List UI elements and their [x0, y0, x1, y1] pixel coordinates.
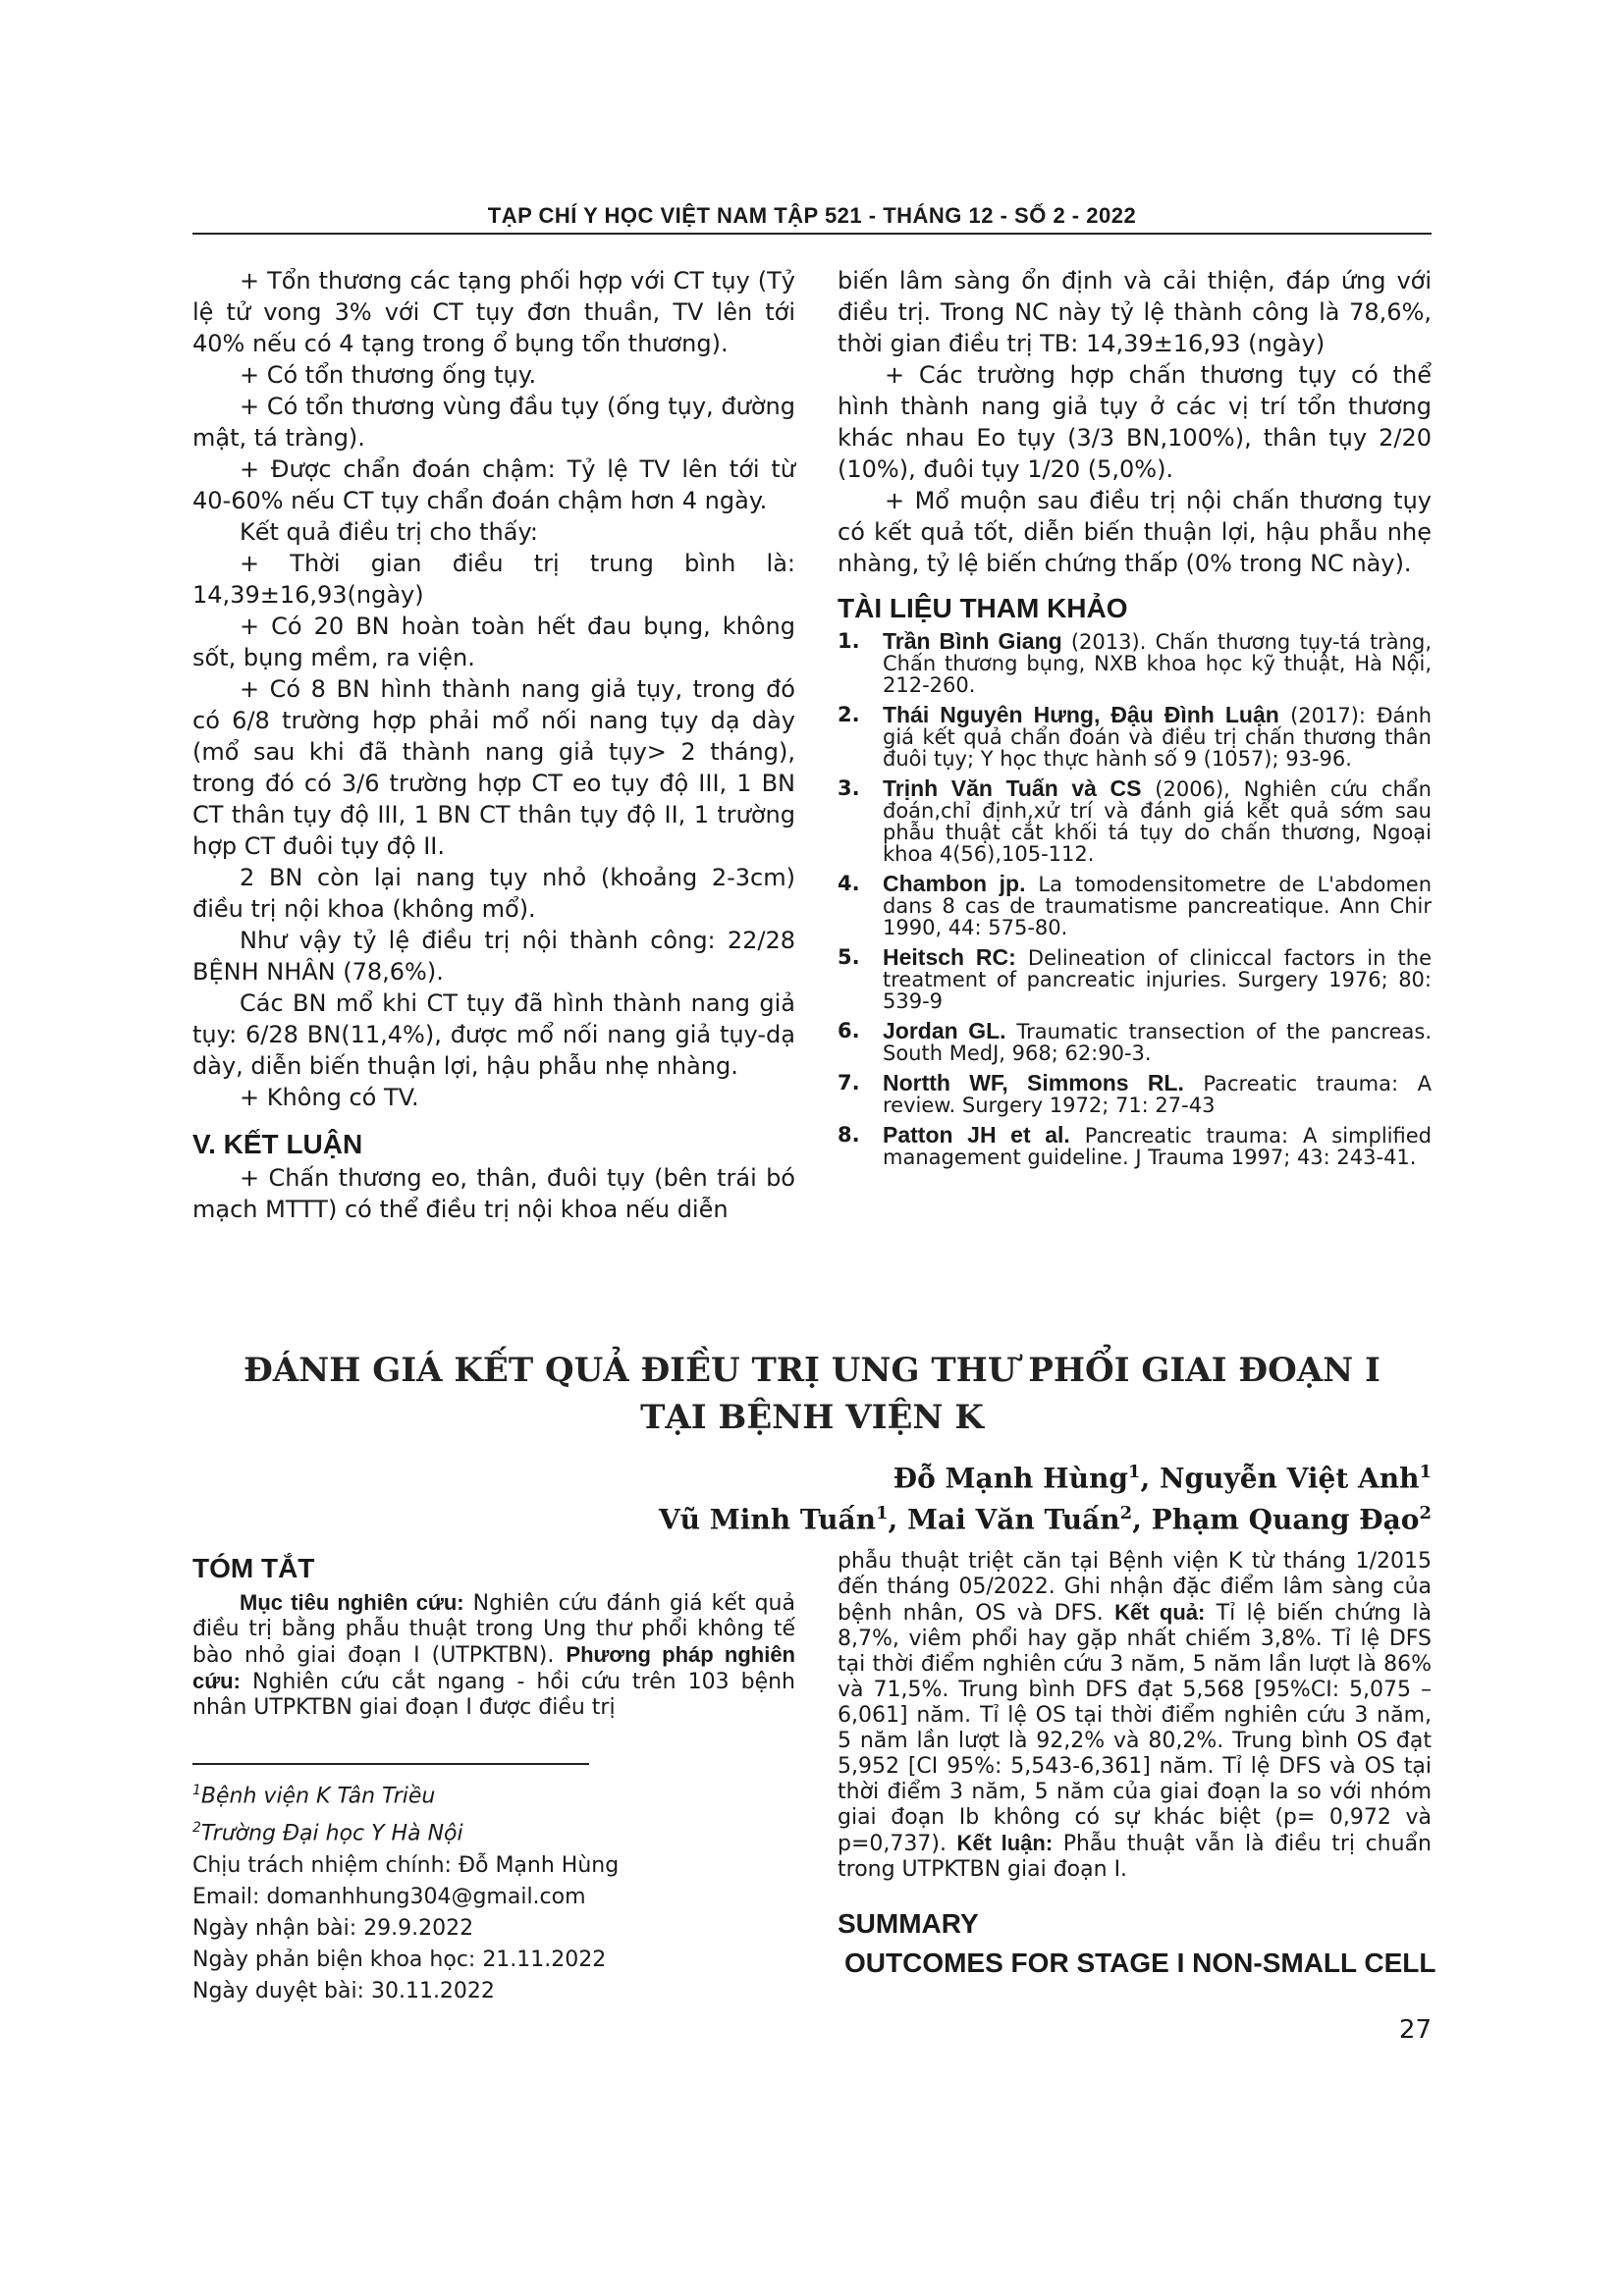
reference-number: 6. — [838, 1019, 860, 1042]
reference-author: Trịnh Văn Tuấn và CS — [883, 775, 1142, 801]
reference-list — [838, 630, 1432, 1168]
title-line: TẠI BỆNH VIỆN K — [640, 1398, 984, 1437]
reference-number: 5. — [838, 945, 860, 969]
reference-author: Thái Nguyên Hưng, Đậu Đình Luận — [883, 702, 1279, 727]
references-heading: TÀI LIỆU THAM KHẢO — [838, 593, 1128, 623]
reference-number: 4. — [838, 872, 860, 895]
reference-number: 7. — [838, 1071, 860, 1095]
left-paragraph: + Có 20 BN hoàn toàn hết đau bụng, không sốt, bụng mềm, ra viện. — [192, 613, 795, 671]
reference-number: 1. — [838, 629, 860, 653]
left-paragraph: Các BN mổ khi CT tụy đã hình thành nang giả tụy: 6/28 BN(11,4%), được mổ nối nang giả tụy-dạ dày, diễn biến thuận lợi, hậu phẫu nhẹ nhàng. — [192, 989, 795, 1080]
right-column — [838, 265, 1432, 1176]
left-paragraph: + Có tổn thương ống tụy. — [240, 361, 537, 389]
author-name: Mai Văn Tuấn — [907, 1503, 1120, 1536]
email: Email: domanhhung304@gmail.com — [192, 1884, 586, 1909]
reference-item — [838, 946, 1432, 1012]
reference-text: (2017): Đánh giá kết quả chẩn đoán và điều trị chấn thương thân đuôi tụy; Y học thực hành số 9 (1057); 93-96. — [883, 704, 1432, 771]
reference-item — [838, 1124, 1432, 1168]
reference-item — [838, 1072, 1432, 1116]
reference-author: Chambon jp. — [883, 871, 1026, 896]
abstract-right — [838, 1549, 1432, 1883]
title-line: ĐÁNH GIÁ KẾT QUẢ ĐIỀU TRỊ UNG THƯ PHỔI GIAI ĐOẠN I — [244, 1351, 1380, 1390]
footnotes — [192, 1775, 801, 2007]
author-name: Vũ Minh Tuấn — [658, 1503, 876, 1536]
right-paragraph: biến lâm sàng ổn định và cải thiện, đáp ứng với điều trị. Trong NC này tỷ lệ thành công là 78,6%, thời gian điều trị TB: 14,39±16,93 (ngày) — [838, 267, 1432, 357]
left-paragraph: Như vậy tỷ lệ điều trị nội thành công: 22/28 BỆNH NHÂN (78,6%). — [192, 927, 795, 986]
affiliation-text: Bệnh viện K Tân Triều — [200, 1784, 436, 1809]
reference-author: Patton JH et al. — [883, 1122, 1070, 1148]
conclusion-paragraph: + Chấn thương eo, thân, đuôi tụy (bên trái bó mạch MTTT) có thể điều trị nội khoa nếu diễn — [192, 1164, 795, 1223]
journal-header: TẠP CHÍ Y HỌC VIỆT NAM TẬP 521 - THÁNG 12 - SỐ 2 - 2022 — [487, 203, 1137, 228]
footnote-rule — [192, 1763, 589, 1765]
responsible-author: Chịu trách nhiệm chính: Đỗ Mạnh Hùng — [192, 1852, 620, 1878]
reference-text: (2013). Chấn thương tụy-tá tràng, Chấn thương bụng, NXB khoa học kỹ thuật, Hà Nội, 212-260. — [883, 630, 1432, 697]
approved-date: Ngày duyệt bài: 30.11.2022 — [192, 1978, 495, 2003]
author-name: Phạm Quang Đạo — [1151, 1503, 1420, 1536]
reference-author: Trần Bình Giang — [883, 628, 1062, 654]
page-number: 27 — [1398, 2015, 1432, 2045]
left-paragraph: + Thời gian điều trị trung bình là: 14,39±16,93(ngày) — [192, 550, 795, 609]
author-name: Đỗ Mạnh Hùng — [893, 1462, 1128, 1495]
abstract-label: Kết luận: — [956, 1831, 1054, 1855]
reference-item — [838, 1020, 1432, 1064]
conclusion-heading: V. KẾT LUẬN — [192, 1129, 363, 1159]
left-paragraph: + Có 8 BN hình thành nang giả tụy, trong đó có 6/8 trường hợp phải mổ nối nang tụy dạ dày (mổ sau khi đã thành nang giả tụy> 2 tháng), trong đó có 3/6 trường hợp CT eo tụy độ III, 1 BN CT thân tụy độ III, 1 BN CT thân tụy độ II, 1 trường hợp CT đuôi tụy độ II. — [192, 675, 795, 860]
affiliation-number: 2 — [192, 1820, 201, 1837]
abstract-text: phẫu thuật triệt căn tại Bệnh viện K từ tháng 1/2015 đến tháng 05/2022. Ghi nhận đặc điểm lâm sàng của bệnh nhân, OS và DFS. — [838, 1549, 1432, 1626]
right-paragraph: + Các trường hợp chấn thương tụy có thể hình thành nang giả tụy ở các vị trí tổn thương khác nhau Eo tụy (3/3 BN,100%), thân tụy 2/20 (10%), đuôi tụy 1/20 (5,0%). — [838, 361, 1432, 483]
reference-item — [838, 704, 1432, 770]
abstract-label: Mục tiêu nghiên cứu: — [240, 1590, 464, 1615]
summary-title: OUTCOMES FOR STAGE I NON-SMALL CELL — [844, 1948, 1436, 1978]
summary-heading: SUMMARY — [838, 1908, 979, 1939]
author-separator: , — [1132, 1503, 1152, 1536]
left-paragraph: Kết quả điều trị cho thấy: — [240, 518, 538, 546]
reference-text: Pacreatic trauma: A review. Surgery 1972; 71: 27-43 — [883, 1072, 1432, 1117]
abstract-left — [192, 1551, 795, 1721]
affiliation-number: 1 — [192, 1783, 201, 1798]
abstract-paragraph — [838, 1549, 1432, 1883]
abstract-paragraph — [192, 1590, 795, 1721]
abstract-heading: TÓM TẮT — [192, 1553, 315, 1583]
reference-text: (2006), Nghiên cứu chẩn đoán,chỉ định,xử trí và đánh giá kết quả sớm sau phẫu thuật cắt khối tá tụy do chấn thương, Ngoại khoa 4(56),105-112. — [883, 777, 1432, 866]
reference-text: Delineation of cliniccal factors in the treatment of pancreatic injuries. Surgery 1976; 80: 539-9 — [883, 946, 1432, 1013]
left-paragraph: + Không có TV. — [240, 1084, 419, 1111]
authors-line — [589, 1453, 1432, 1498]
author-affiliation: 1 — [1419, 1462, 1432, 1482]
left-paragraph: + Tổn thương các tạng phối hợp với CT tụy (Tỷ lệ tử vong 3% với CT tụy đơn thuần, TV lên tới 40% nếu có 4 tạng trong ổ bụng tổn thương). — [192, 267, 795, 357]
article-title — [192, 1347, 1432, 1441]
reference-author: Heitsch RC: — [883, 944, 1016, 970]
reference-text: Traumatic transection of the pancreas. South MedJ, 968; 62:90-3. — [883, 1020, 1433, 1065]
reference-number: 2. — [838, 703, 860, 726]
right-paragraph: + Mổ muộn sau điều trị nội chấn thương tụy có kết quả tốt, diễn biến thuận lợi, hậu phẫu nhẹ nhàng, tỷ lệ biến chứng thấp (0% trong NC này). — [838, 487, 1432, 577]
affiliation-1 — [192, 1775, 801, 1812]
abstract-text: Nghiên cứu đánh giá kết quả điều trị bằng phẫu thuật trong Ung thư phổi không tế bào nhỏ giai đoạn I (UTPKTBN). — [192, 1591, 795, 1668]
abstract-text: Phẫu thuật vẫn là điều trị chuẩn trong UTPKTBN giai đoạn I. — [838, 1832, 1432, 1882]
abstract-label: Phương pháp nghiên cứu: — [192, 1642, 795, 1693]
left-paragraph: + Được chẩn đoán chậm: Tỷ lệ TV lên tới từ 40-60% nếu CT tụy chẩn đoán chậm hơn 4 ngày. — [192, 455, 795, 514]
affiliation-text: Trường Đại học Y Hà Nội — [200, 1821, 463, 1846]
left-column — [192, 265, 795, 1225]
reference-item — [838, 777, 1432, 865]
reference-number: 3. — [838, 776, 860, 800]
reference-text: La tomodensitometre de L'abdomen dans 8 cas de traumatisme pancreatique. Ann Chir 1990, 44: 575-80. — [883, 873, 1433, 939]
authors-line — [589, 1494, 1432, 1539]
author-affiliation: 1 — [1127, 1462, 1141, 1482]
author-separator: , — [1140, 1462, 1160, 1495]
author-name: Nguyễn Việt Anh — [1159, 1462, 1420, 1495]
author-separator: , — [888, 1503, 908, 1536]
reference-item — [838, 873, 1432, 938]
reference-item — [838, 630, 1432, 696]
reference-author: Nortth WF, Simmons RL. — [883, 1070, 1184, 1095]
abstract-label: Kết quả: — [1114, 1600, 1206, 1625]
reference-number: 8. — [838, 1123, 860, 1147]
affiliation-2 — [192, 1812, 801, 1849]
reference-text: Pancreatic trauma: A simplified management guideline. J Trauma 1997; 43: 243-41. — [883, 1124, 1432, 1169]
received-date: Ngày nhận bài: 29.9.2022 — [192, 1915, 474, 1941]
abstract-text: Nghiên cứu cắt ngang - hồi cứu trên 103 bệnh nhân UTPKTBN giai đoạn I được điều trị — [192, 1670, 795, 1720]
reference-author: Jordan GL. — [883, 1018, 1006, 1043]
author-affiliation: 2 — [1119, 1503, 1133, 1523]
header-rule — [192, 233, 1432, 235]
left-paragraph: 2 BN còn lại nang tụy nhỏ (khoảng 2-3cm) điều trị nội khoa (không mổ). — [192, 864, 795, 923]
author-affiliation: 1 — [875, 1503, 889, 1523]
abstract-text: Tỉ lệ biến chứng là 8,7%, viêm phổi hay gặp nhất chiếm 3,8%. Tỉ lệ DFS tại thời điểm nghiên cứu 3 năm, 5 năm lần lượt là 86% và 71,5%. Trung bình DFS đạt 5,568 [95%CI: 5,075 – 6,061] năm. Tỉ lệ OS tại thời điểm nghiên cứu 3 năm, 5 năm lần lượt là 92,2% và 80,2%. Trung bình OS đạt 5,952 [CI 95%: 5,543-6,361] năm. Tỉ lệ DFS và OS tại thời điểm 3 năm, 5 năm của giai đoạn Ia so với nhóm giai đoạn Ib không có sự khác biệt (p= 0,972 và p=0,737). — [838, 1601, 1433, 1856]
left-paragraph: + Có tổn thương vùng đầu tụy (ống tụy, đường mật, tá tràng). — [192, 393, 795, 452]
reviewed-date: Ngày phản biện khoa học: 21.11.2022 — [192, 1947, 607, 1972]
author-affiliation: 2 — [1419, 1503, 1432, 1523]
